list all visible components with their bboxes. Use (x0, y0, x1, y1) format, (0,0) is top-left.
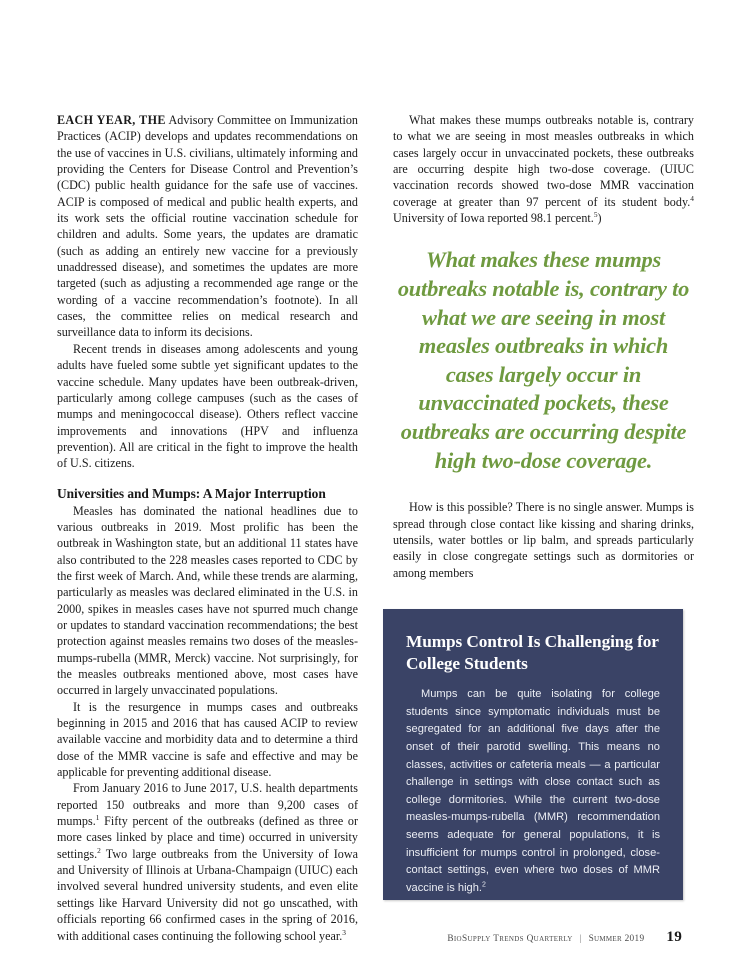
paragraph-outbreak-stats-b: Fifty percent of the outbreaks (defined as three or more cases linked by place and time) occurred in university settings. (57, 814, 358, 861)
paragraph-coverage-b: University of Iowa reported 98.1 percent. (393, 211, 594, 226)
paragraph-outbreak-stats (57, 780, 358, 943)
right-text-column (393, 112, 694, 581)
footer-issue-date: Summer 2019 (588, 934, 645, 944)
sidebar-callout-title: Mumps Control Is Challenging for College Students (406, 632, 659, 673)
paragraph-coverage-a: What makes these mumps outbreaks notable is, contrary to what we are seeing in most measles outbreaks in which cases largely occur in unvaccinated pockets, these outbreaks are occurring despite high two-dose coverage. (UIUC vaccination records showed two-dose MMR vaccination coverage at greater than 97 percent of its student body. (393, 113, 694, 209)
footnote-marker-sidebar: 2 (482, 881, 486, 889)
paragraph-outbreak-stats-c: Two large outbreaks from the University of Iowa and University of Illinois at Urbana-Champaign (UIUC) each involved several hundred university students, and even elite settings like Harvard University did not go unscathed, with officials reporting 66 confirmed cases in the spring of 2016, with additional cases continuing the following school year. (57, 846, 358, 943)
left-text-column (57, 112, 358, 944)
paragraph-outbreak-stats-a: From January 2016 to June 2017, U.S. health departments reported 150 outbreaks and more than 9,200 cases of mumps. (57, 781, 358, 829)
footer-publication-name: BioSupply Trends Quarterly (447, 934, 573, 944)
sidebar-callout-body-text: Mumps can be quite isolating for college students since symptomatic individuals must be segregated for an additional five days after the onset of their parotid swelling. This means no classes, activities or cafeteria meals — a particular challenge in settings with close contact such as college dormitories. While the current two-dose measles-mumps-rubella (MMR) recommendation seems adequate for general populations, it is insufficient for mumps control in prolonged, close-contact settings, even where two doses of MMR vaccine is high. (406, 688, 660, 894)
paragraph-coverage-c: ) (597, 211, 602, 226)
footnote-marker-4: 4 (690, 193, 694, 203)
paragraph-recent-trends: Recent trends in diseases among adolescents and young adults have fueled some subtle yet significant updates to the vaccine schedule. Many updates have been outbreak-driven, particularly among college campuses (such as the cases of mumps and meningococcal disease). Others reflect vaccine improvements and innovations (HPV and influenza prevention). All are critical in the fight to improve the health of U.S. citizens. (57, 341, 358, 471)
paragraph-intro (57, 112, 358, 341)
section-heading-universities-mumps: Universities and Mumps: A Major Interruption (57, 485, 326, 501)
footnote-marker-2: 2 (97, 845, 101, 855)
footnote-marker-5: 5 (593, 210, 598, 220)
footer-page-number: 19 (666, 928, 682, 945)
paragraph-intro-text: Advisory Committee on Immunization Practices (ACIP) develops and updates recommendations on the use of vaccines in U.S. civilians, ultimately informing and providing the Centers for Disease Control and Prevention’s (CDC) public health guidance for the safe use of vaccines. ACIP is composed of medical and public health experts, and its work sets the official routine vaccination schedule for children and adults. Some years, the updates are dramatic (such as adding an entirely new vaccine for a previously unaddressed disease), and sometimes the updates are more targeted (such as adjusting a recommended age range or the wording of a vaccine recommendation’s footnote). In all cases, the committee relies on medical research and surveillance data to inform its decisions. (57, 113, 358, 340)
paragraph-resurgence: It is the resurgence in mumps cases and outbreaks beginning in 2015 and 2016 that has caused ACIP to review available vaccine and morbidity data and to determine a third dose of the MMR vaccine is safe and effective and may be applicable for preventing additional disease. (57, 699, 358, 780)
lead-in-caps: EACH YEAR, THE (57, 113, 166, 127)
sidebar-callout-body (406, 686, 660, 897)
footnote-marker-3: 3 (342, 927, 347, 937)
page-footer (57, 928, 682, 952)
pull-quote: What makes these mumps outbreaks notable is, contrary to what we are seeing in most measles outbreaks in which cases largely occur in unvaccinated pockets, these outbreaks are occurring despite high two-dose coverage. (397, 247, 690, 473)
paragraph-coverage (393, 112, 694, 226)
sidebar-callout-box (383, 609, 683, 900)
footnote-marker-1: 1 (95, 813, 100, 823)
paragraph-how-possible: How is this possible? There is no single answer. Mumps is spread through close contact like kissing and sharing drinks, utensils, water bottles or lip balm, and spreads particularly easily in close congregate settings such as dormitories or among members (393, 500, 694, 580)
paragraph-measles-headlines: Measles has dominated the national headlines due to various outbreaks in 2019. Most prolific has been the outbreak in Washington state, but an additional 11 states have also contributed to the 228 measles cases reported to CDC by the first week of March. And, while these trends are alarming, particularly as measles was declared eliminated in the U.S. in 2000, spikes in measles cases have not spurred much change or updates to standard vaccination recommendations; the best protection against measles remains two doses of the measles-mumps-rubella (MMR, Merck) vaccine. Not surprisingly, for the measles outbreaks mentioned above, most cases have occurred in largely unvaccinated populations. (57, 503, 358, 698)
footer-separator: | (579, 934, 582, 944)
